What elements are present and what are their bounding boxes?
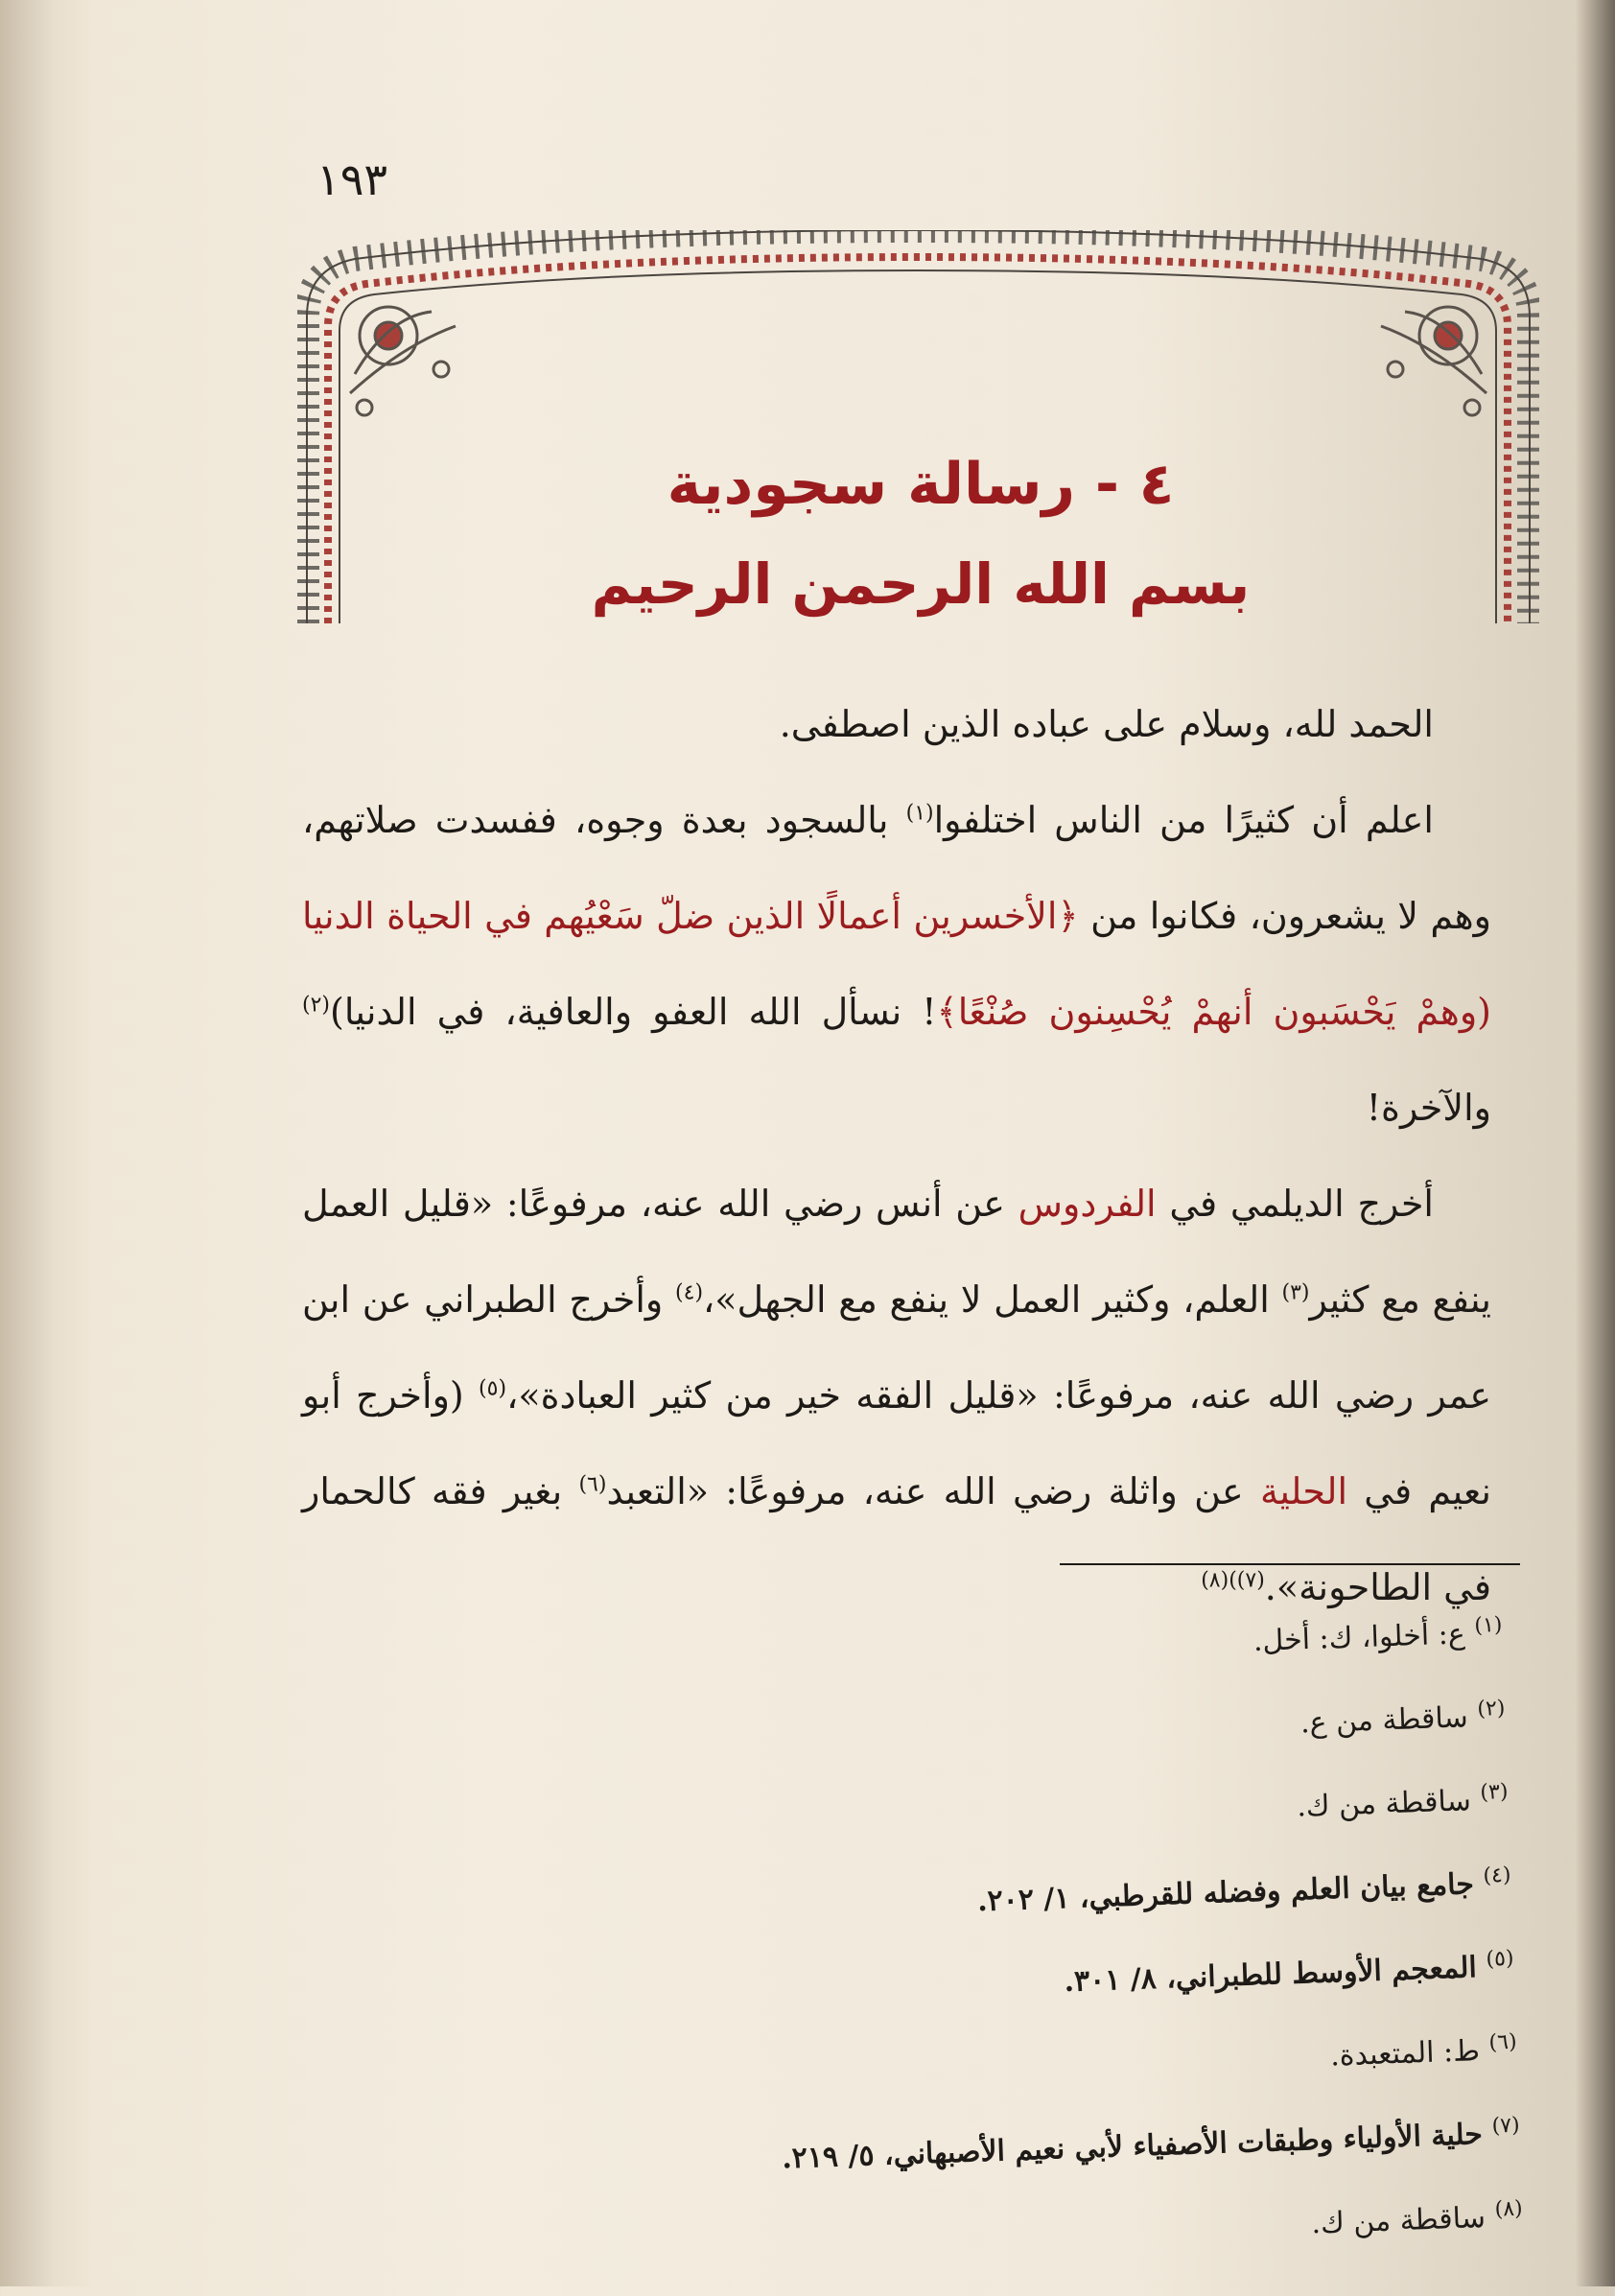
footnote-text: ساقطة من ع. bbox=[1299, 1700, 1469, 1741]
book-title-hilya: الحلية bbox=[1259, 1470, 1348, 1512]
footnote-number: (٣) bbox=[1480, 1779, 1509, 1805]
corner-flourish-left bbox=[350, 307, 456, 415]
paragraph-praise bbox=[302, 676, 1491, 772]
footnote-number: (٢) bbox=[1476, 1696, 1506, 1722]
footnote-number: (١) bbox=[1473, 1612, 1503, 1638]
footnote-text: حلية الأولياء وطبقات الأصفياء لأبي نعيم الأصبهاني، ٥/ ٢١٩. bbox=[781, 2118, 1484, 2176]
main-text bbox=[302, 676, 1491, 1635]
footnote-number: (٧) bbox=[1491, 2113, 1521, 2139]
footnote-text: ط: المتعبدة. bbox=[1329, 2034, 1481, 2073]
text-run: عن واثلة رضي الله عنه، مرفوعًا: «التعبد bbox=[606, 1470, 1260, 1512]
text-run: عن أنس رضي الله عنه، مرفوعًا: «قليل العمل ينفع مع كثير bbox=[302, 1183, 1492, 1321]
footnote-ref-4[interactable]: (٤) bbox=[675, 1280, 704, 1305]
footnote-number: (٦) bbox=[1488, 2029, 1517, 2055]
text-run: والآخرة! bbox=[1366, 1087, 1491, 1129]
footnote-separator bbox=[1060, 1563, 1520, 1565]
text-run: ! نسأل الله العفو والعافية، في الدنيا) bbox=[330, 991, 937, 1033]
paragraph-prostration bbox=[302, 772, 1491, 1156]
quran-verse: ﴿الأخسرين أعمالًا الذين ضلّ سَعْيُهم في الحياة الدنيا (وهمْ يَحْسَبون أنهمْ يُحْسِنون صُنْعًا﴾ bbox=[302, 895, 1491, 1033]
footnote-ref-8[interactable]: )(٨) bbox=[1201, 1568, 1237, 1593]
text-run: بغير فقه كالحمار في الطاحونة». bbox=[302, 1470, 1491, 1608]
chapter-title: ٤ - رسالة سجودية bbox=[667, 451, 1175, 518]
footnote-text: ساقطة من ك. bbox=[1296, 1784, 1472, 1824]
paragraph-praise-text: الحمد لله، وسلام على عباده الذين اصطفى. bbox=[779, 703, 1434, 745]
footnote-ref-5[interactable]: (٥) bbox=[479, 1376, 507, 1401]
page-right-binding bbox=[1577, 0, 1615, 2286]
footnote-ref-2[interactable]: (٢) bbox=[302, 993, 331, 1018]
text-run: (وأخرج أبو نعيم في bbox=[302, 1374, 1491, 1512]
footnote-number: (٥) bbox=[1486, 1946, 1514, 1972]
page-number: ١٩٣ bbox=[316, 153, 388, 205]
footnote-ref-1[interactable]: (١) bbox=[905, 801, 934, 826]
footnote-ref-3[interactable]: (٣) bbox=[1281, 1280, 1310, 1305]
footnote-number: (٨) bbox=[1494, 2196, 1524, 2222]
footnote-text: ساقطة من ك. bbox=[1310, 2200, 1486, 2241]
footnote-text: ع: أخلوا، ك: أخل. bbox=[1252, 1617, 1466, 1659]
footnote-text: المعجم الأوسط للطبراني، ٨/ ٣٠١. bbox=[1063, 1951, 1478, 2000]
page-left-shadow bbox=[0, 0, 91, 2286]
footnotes-list bbox=[303, 1587, 1525, 2296]
text-run: أخرج الديلمي في bbox=[1156, 1183, 1434, 1225]
footnote-number: (٤) bbox=[1483, 1863, 1511, 1888]
basmala-heading: بسم الله الرحمن الرحيم bbox=[591, 551, 1251, 617]
text-run: بالسجود بعدة وجوه، ففسدت صلاتهم، وهم لا يشعرون، فكانوا من bbox=[302, 799, 1491, 937]
footnote-ref-6[interactable]: (٦) bbox=[578, 1472, 607, 1497]
footnote-ref-7[interactable]: (٧) bbox=[1236, 1568, 1265, 1593]
text-run: وأخرج الطبراني عن ابن عمر رضي الله عنه، مرفوعًا: «قليل الفقه خير من كثير العبادة»، bbox=[302, 1278, 1491, 1417]
text-run: العلم، وكثير العمل لا ينفع مع الجهل»، bbox=[703, 1278, 1282, 1321]
footnote-text: جامع بيان العلم وفضله للقرطبي، ١/ ٢٠٢. bbox=[976, 1867, 1475, 1919]
corner-flourish-right bbox=[1381, 307, 1486, 415]
book-title-firdaws: الفردوس bbox=[1018, 1183, 1157, 1225]
text-run: اعلم أن كثيرًا من الناس اختلفوا bbox=[933, 799, 1434, 841]
